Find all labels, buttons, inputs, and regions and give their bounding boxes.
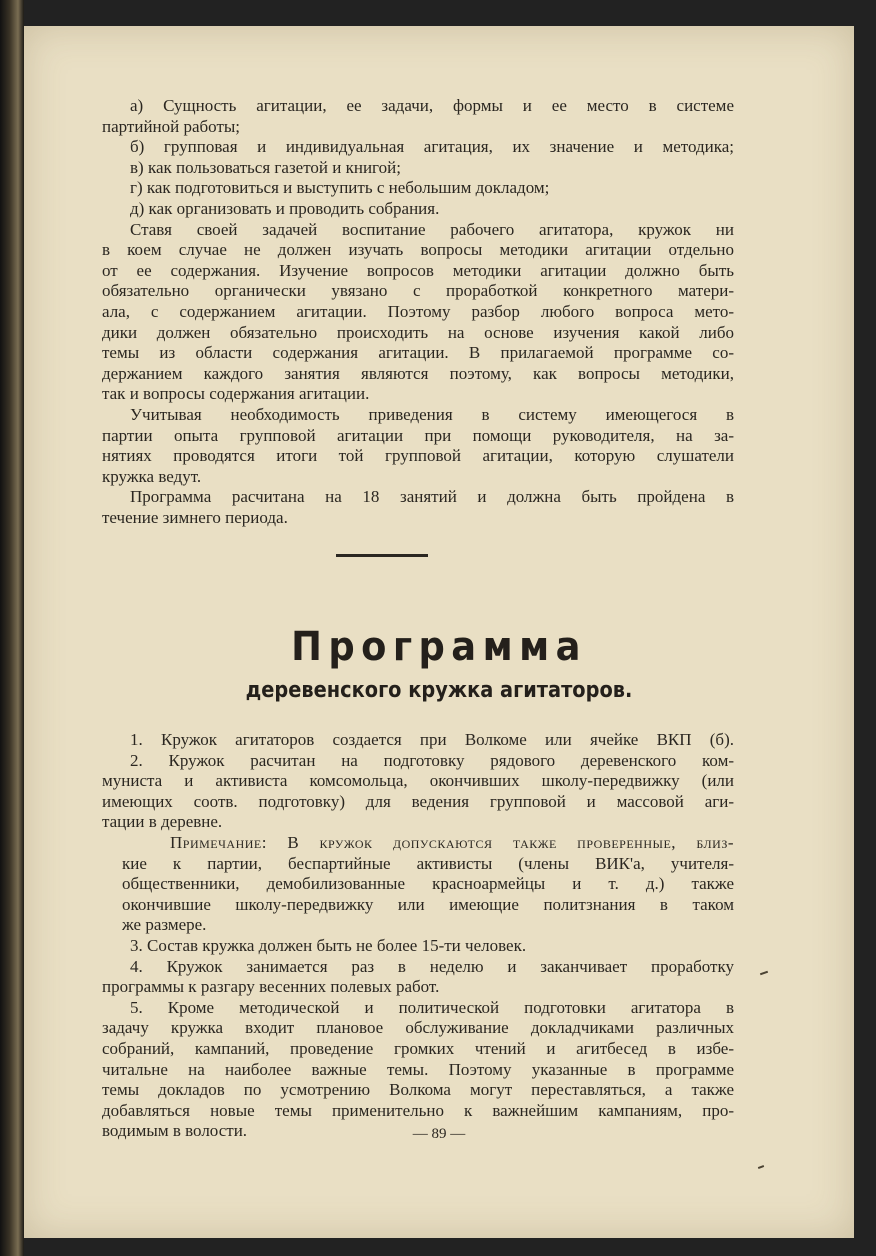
- note-line: Примечание: В кружок допускаются также проверенные, близ-: [170, 832, 734, 852]
- text-line: программы к разгару весенних полевых работ.: [102, 977, 440, 997]
- note-line: окончившие школу-передвижку или имеющие политзнания в таком: [122, 894, 734, 914]
- text-line: 2. Кружок расчитан на подготовку рядового деревенского ком-: [130, 750, 734, 770]
- text-line: Учитывая необходимость приведения в систему имеющегося в: [130, 404, 734, 424]
- text-line: партийной работы;: [102, 116, 241, 136]
- text-line: г) как подготовиться и выступить с небольшим докладом;: [130, 178, 550, 198]
- document-page: [24, 26, 854, 1238]
- text-line: Ставя своей задачей воспитание рабочего агитатора, кружок ни: [130, 219, 734, 239]
- text-line: обязательно органически увязано с проработкой конкретного матери-: [102, 281, 734, 301]
- text-line: партии опыта групповой агитации при помощи руководителя, на за-: [102, 425, 734, 445]
- text-line: б) групповая и индивидуальная агитация, их значение и методика;: [130, 137, 734, 157]
- intro-text-block: [102, 96, 734, 528]
- text-line: темы докладов по усмотрению Волкома могут переставляться, а также: [102, 1080, 734, 1100]
- text-line: течение зимнего периода.: [102, 507, 288, 527]
- text-line: ала, с содержанием агитации. Поэтому разбор любого вопроса мето-: [102, 301, 734, 321]
- text-line: в) как пользоваться газетой и книгой;: [130, 157, 401, 177]
- text-line: Программа расчитана на 18 занятий и должна быть пройдена в: [130, 487, 734, 507]
- note-line: же размере.: [122, 915, 207, 935]
- text-line: нятиях проводятся итоги той групповой агитации, которую слушатели: [102, 446, 734, 466]
- text-line: темы из области содержания агитации. В прилагаемой программе со-: [102, 343, 734, 363]
- text-line: д) как организовать и проводить собрания.: [130, 198, 440, 218]
- text-line: а) Сущность агитации, ее задачи, формы и ее место в системе: [130, 96, 734, 115]
- text-line: муниста и активиста комсомольца, окончивших школу-передвижку (или: [102, 771, 734, 791]
- text-line: в коем случае не должен изучать вопросы методики агитации отдельно: [102, 240, 734, 260]
- section-divider: [336, 554, 428, 557]
- text-line: собраний, кампаний, проведение громких чтений и агитбесед в избе-: [102, 1038, 734, 1058]
- program-text-block: [102, 730, 734, 1142]
- text-line: тации в деревне.: [102, 812, 223, 832]
- book-spine-edge: [0, 0, 24, 1256]
- ink-speck: [760, 971, 768, 976]
- text-line: имеющих соотв. подготовку) для ведения групповой и массовой аги-: [102, 791, 734, 811]
- text-line: 5. Кроме методической и политической подготовки агитатора в: [130, 997, 734, 1017]
- text-line: водимым в волости.: [102, 1121, 248, 1141]
- text-line: добавляться новые темы применительно к важнейшим кампаниям, про-: [102, 1100, 734, 1120]
- text-line: 1. Кружок агитаторов создается при Волкоме или ячейке ВКП (б).: [130, 730, 734, 749]
- text-line: от ее содержания. Изучение вопросов методики агитации должно быть: [102, 260, 734, 280]
- text-line: задачу кружка входит плановое обслуживание докладчиками различных: [102, 1018, 734, 1038]
- ink-speck: [758, 1165, 764, 1169]
- text-line: дики должен обязательно происходить на основе изучения какой либо: [102, 322, 734, 342]
- section-title: Программа: [291, 624, 587, 670]
- text-line: читальне на наиболее важные темы. Поэтому указанные в программе: [102, 1059, 734, 1079]
- text-line: кружка ведут.: [102, 466, 202, 486]
- page-number: — 89 —: [412, 1126, 466, 1142]
- note-line: общественники, демобилизованные красноармейцы и т. д.) также: [122, 874, 734, 894]
- section-subtitle: деревенского кружка агитаторов.: [245, 678, 633, 703]
- text-line: держанием каждого занятия являются поэтому, как вопросы методики,: [102, 363, 734, 383]
- note-line: кие к партии, беспартийные активисты (члены ВИК'а, учителя-: [122, 853, 734, 873]
- text-line: 3. Состав кружка должен быть не более 15-ти человек.: [130, 935, 527, 955]
- text-line: так и вопросы содержания агитации.: [102, 384, 370, 404]
- text-line: 4. Кружок занимается раз в неделю и заканчивает проработку: [130, 956, 734, 976]
